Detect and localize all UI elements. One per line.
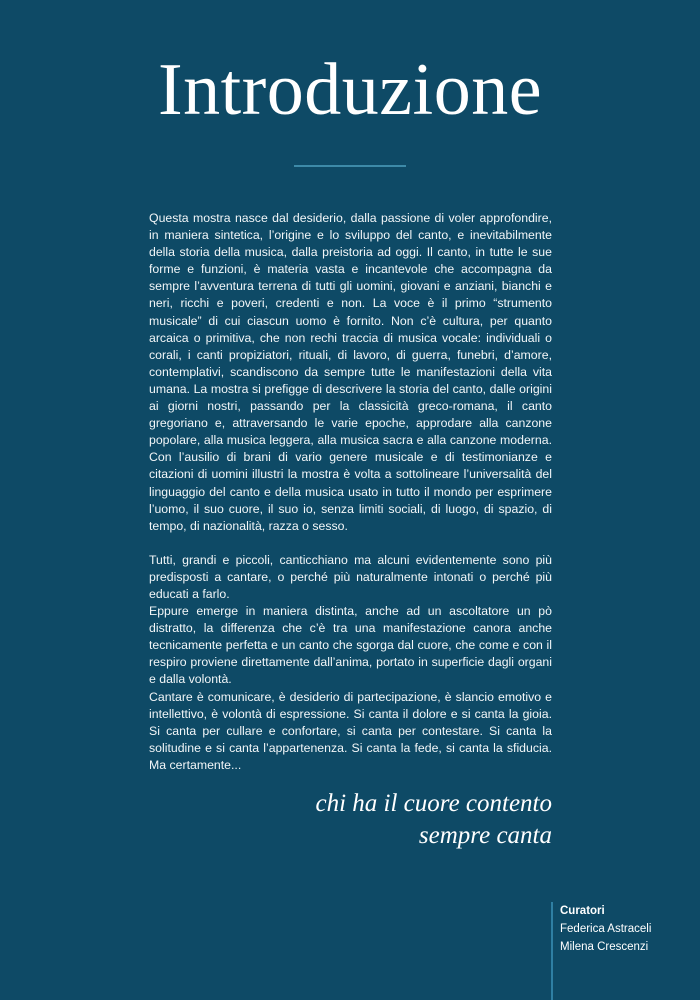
curators-divider — [551, 902, 553, 1000]
curators-label: Curatori — [560, 905, 605, 917]
page-title: Introduzione — [157, 49, 543, 131]
curators-block — [560, 902, 700, 956]
intro-body — [149, 210, 552, 774]
intro-paragraph: Tutti, grandi e piccoli, canticchiano ma alcuni evidentemente sono più predisposti a cantare, o perché più naturalmente intonati o perché più educati a farlo. — [149, 552, 552, 601]
title-divider — [294, 165, 406, 167]
curator-name: Milena Crescenzi — [560, 941, 649, 953]
quote-line: sempre canta — [418, 822, 552, 849]
intro-paragraph: Eppure emerge in maniera distinta, anche ad un ascoltatore un pò distratto, la differenza che c’è tra una manifestazione canora anche tecnicamente perfetta e un canto che sgorga dal cuore, che come e con il respiro proviene direttamente dall’anima, portato in superficie dagli organi e dalla volontà. — [149, 604, 552, 687]
intro-paragraph: Cantare è comunicare, è desiderio di partecipazione, è slancio emotivo e intellettivo, è volontà di espressione. Si canta il dolore e si canta la gioia. Si canta per cullare e confortare, si canta per contestare. Si canta la solitudine e si canta l’appartenenza. Si canta la fede, si canta la sfiducia. Ma certamente... — [149, 689, 552, 772]
closing-quote — [149, 788, 552, 852]
quote-line: chi ha il cuore contento — [315, 790, 552, 817]
intro-paragraph: Questa mostra nasce dal desiderio, dalla passione di voler approfondire, in maniera sintetica, l’origine e lo sviluppo del canto, e inevitabilmente della storia della musica, dalla preistoria ad oggi. Il canto, in tutte le sue forme e funzioni, è materia vasta e incantevole che accompagna da sempre l’avventura terrena di tutti gli uomini, giovani e anziani, bianchi e neri, ricchi e poveri, credenti e non. La voce è il primo “strumento musicale” di cui ciascun uomo è fornito. Non c’è cultura, per quanto arcaica o primitiva, che non rechi traccia di musica vocale: individuali o corali, i canti propiziatori, rituali, di lavoro, di guerra, funebri, d’amore, contemplativi, scandiscono da sempre tutte le manifestazioni della vita umana. La mostra si prefigge di descrivere la storia del canto, dalle origini ai giorni nostri, passando per la classicità greco-romana, il canto gregoriano e, attraversando le varie epoche, approdare alla canzone popolare, alla musica leggera, alla musica sacra e alla canzone moderna. Con l’ausilio di brani di vario genere musicale e di testimonianze e citazioni di uomini illustri la mostra è volta a sottolineare l’universalità del linguaggio del canto e della musica usato in tutto il mondo per esprimere l’uomo, il suo cuore, il suo io, senza limiti sociali, di luogo, di spazio, di tempo, di nazionalità, razza o sesso. — [149, 211, 552, 533]
curator-name: Federica Astraceli — [560, 923, 652, 935]
